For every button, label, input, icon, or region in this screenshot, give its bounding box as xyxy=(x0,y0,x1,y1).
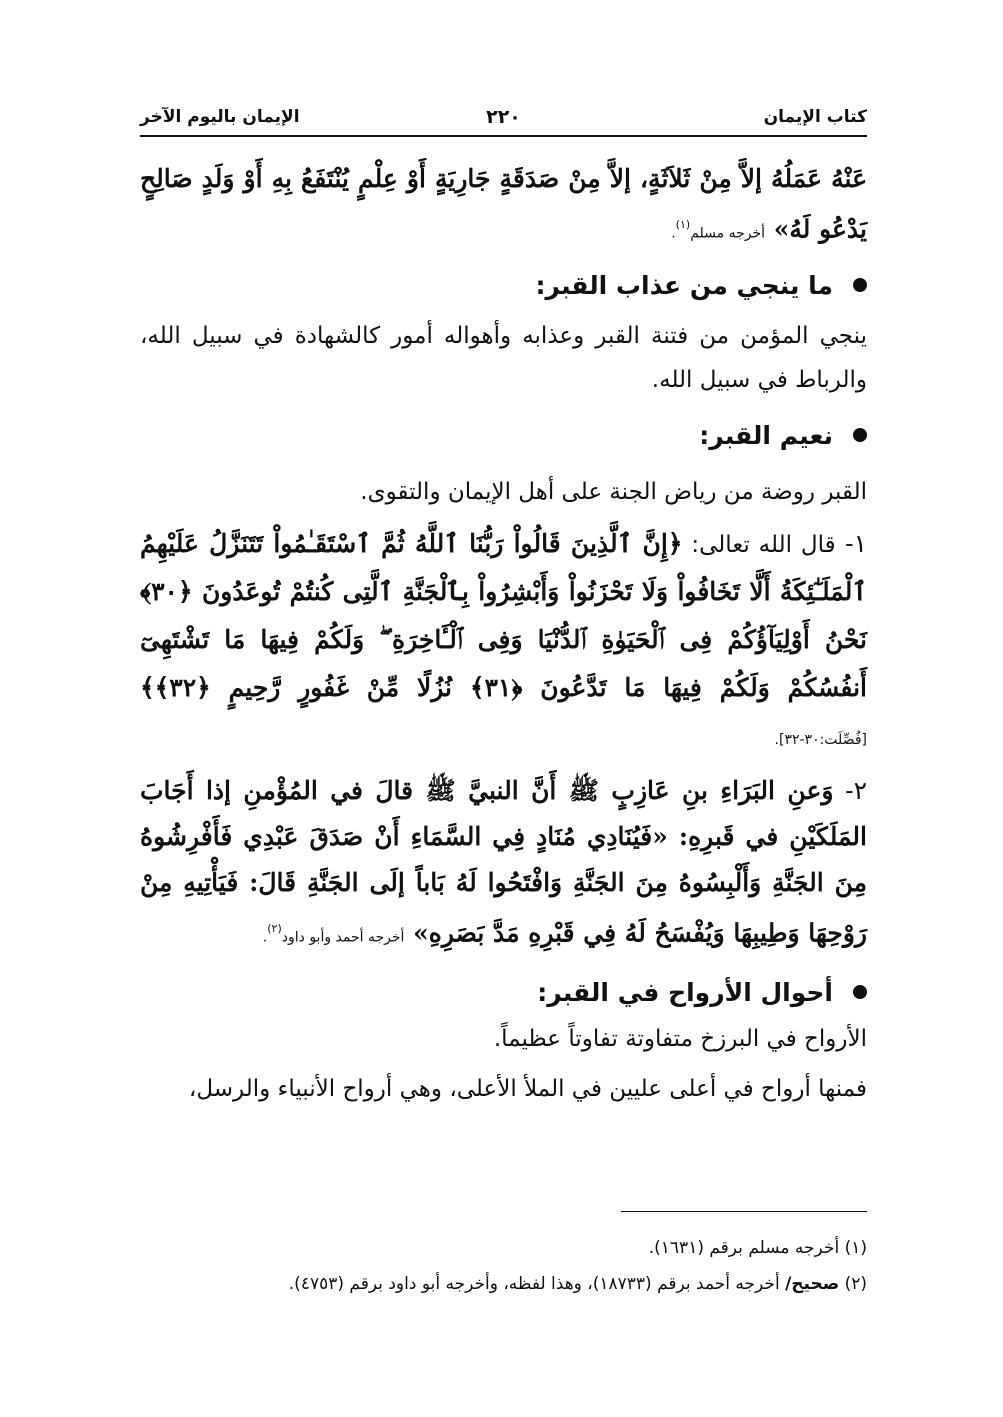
bullet-icon xyxy=(853,985,867,999)
bullet-icon xyxy=(853,278,867,292)
hadith-end: . xyxy=(671,225,676,242)
hadith-text: عَنْهُ عَمَلُهُ إلاَّ مِنْ ثَلاَثَةٍ، إلاَّ مِنْ صَدَقَةٍ جَارِيَةٍ أَوْ عِلْمٍ يُنْتَفَعُ بِهِ أَوْ وَلَدٍ صَالِحٍ يَدْعُو لَهُ» xyxy=(140,164,868,244)
section-heading-souls-state xyxy=(140,973,867,1013)
section-heading-grave-protection xyxy=(140,266,867,306)
heading-text: ما ينجي من عذاب القبر: xyxy=(535,271,833,301)
footnotes xyxy=(140,1230,867,1302)
footnote-text: أخرجه مسلم برقم (١٦٣١). xyxy=(648,1238,840,1258)
list-item-2 xyxy=(140,768,867,960)
paragraph-souls-1: الأرواح في البرزخ متفاوتة تفاوتاً عظيماً. xyxy=(493,1025,867,1052)
hadith-text: وَعنِ البَرَاءِ بنِ عَازِبٍ ﷺ أَنَّ النبيَّ ﷺ قالَ في المُؤْمنِ إذا أَجَابَ المَلَكَيْنِ في قَبرِهِ: «فَيُنَادِي مُنَادٍ فِي السَّمَاءِ أَنْ صَدَقَ عَبْدِي فَأَفْرِشُوهُ مِنَ الجَنَّةِ وَأَلْبِسُوهُ مِنَ الجَنَّةِ وَافْتَحُوا لَهُ بَاباً إلَى الجَنَّةِ قَالَ: فَيَأْتِيهِ مِنْ رَوْحِهَا وَطِيبِهَا وَيُفْسَحُ لَهُ فِي قَبْرِهِ مَدَّ بَصَرِهِ» xyxy=(140,776,867,948)
footnote-grade: صحيح/ xyxy=(785,1274,840,1294)
list-item-1 xyxy=(140,520,867,764)
quran-verse: ﴿إِنَّ ٱلَّذِينَ قَالُواْ رَبُّنَا ٱللَّهُ ثُمَّ ٱسْتَقَـٰمُواْ تَتَنَزَّلُ عَلَيْهِمُ ٱلْمَلَـٰٓئِكَةُ أَلَّا تَخَافُواْ وَلَا تَحْزَنُواْ وَأَبْشِرُواْ بِٱلْجَنَّةِ ٱلَّتِى كُنتُمْ تُوعَدُونَ ﴿٣٠﴾ نَحْنُ أَوْلِيَآؤُكُمْ فِى ٱلْحَيَوٰةِ ٱلدُّنْيَا وَفِى ٱلْـَٔاخِرَةِ ۖ وَلَكُمْ فِيهَا مَا تَشْتَهِىٓ أَنفُسُكُمْ وَلَكُمْ فِيهَا مَا تَدَّعُونَ ﴿٣١﴾ نُزُلًا مِّنْ غَفُورٍ رَّحِيمٍ ﴿٣٢﴾﴾ xyxy=(140,529,867,703)
heading-text: نعيم القبر: xyxy=(699,421,833,451)
paragraph-grave-protection: ينجي المؤمن من فتنة القبر وعذابه وأهواله أمور كالشهادة في سبيل الله، والرباط في سبيل الله. xyxy=(140,323,867,394)
footnote-divider xyxy=(621,1211,867,1212)
bullet-icon xyxy=(853,428,867,442)
hadith-source: أخرجه مسلم xyxy=(690,225,766,242)
paragraph-souls-2: فمنها أرواح في أعلى عليين في الملأ الأعلى، وهي أرواح الأنبياء والرسل، xyxy=(188,1075,867,1102)
running-header xyxy=(140,104,867,134)
verse-citation: [فُصِّلَت:٣٠-٣٢]. xyxy=(774,732,867,749)
footnote-ref-1: (١) xyxy=(675,218,691,231)
item-number: ١- xyxy=(835,529,867,559)
footnote-2 xyxy=(140,1266,867,1302)
heading-text: أحوال الأرواح في القبر: xyxy=(537,977,833,1007)
section-heading-grave-bliss xyxy=(140,416,867,456)
chapter-title: الإيمان باليوم الآخر xyxy=(140,107,300,127)
verse-intro: قال الله تعالى: xyxy=(682,532,836,559)
book-title: كتاب الإيمان xyxy=(763,107,867,127)
page-number: ٢٢٠ xyxy=(486,106,521,128)
hadith-continuation xyxy=(140,156,867,256)
footnote-marker: (٢) xyxy=(844,1274,867,1294)
footnote-ref-2: (٢) xyxy=(267,922,282,936)
footnote-marker: (١) xyxy=(844,1238,867,1258)
header-divider xyxy=(140,135,867,137)
paragraph-grave-bliss: القبر روضة من رياض الجنة على أهل الإيمان والتقوى. xyxy=(360,479,867,506)
footnote-1 xyxy=(140,1230,867,1266)
footnote-text: أخرجه أحمد برقم (١٨٧٣٣)، وهذا لفظه، وأخرجه أبو داود برقم (٤٧٥٣). xyxy=(288,1274,780,1294)
hadith-source: أخرجه أحمد وأبو داود xyxy=(281,929,405,946)
item-number: ٢- xyxy=(833,776,867,806)
hadith-end: . xyxy=(262,929,268,946)
page-body xyxy=(140,156,867,1111)
